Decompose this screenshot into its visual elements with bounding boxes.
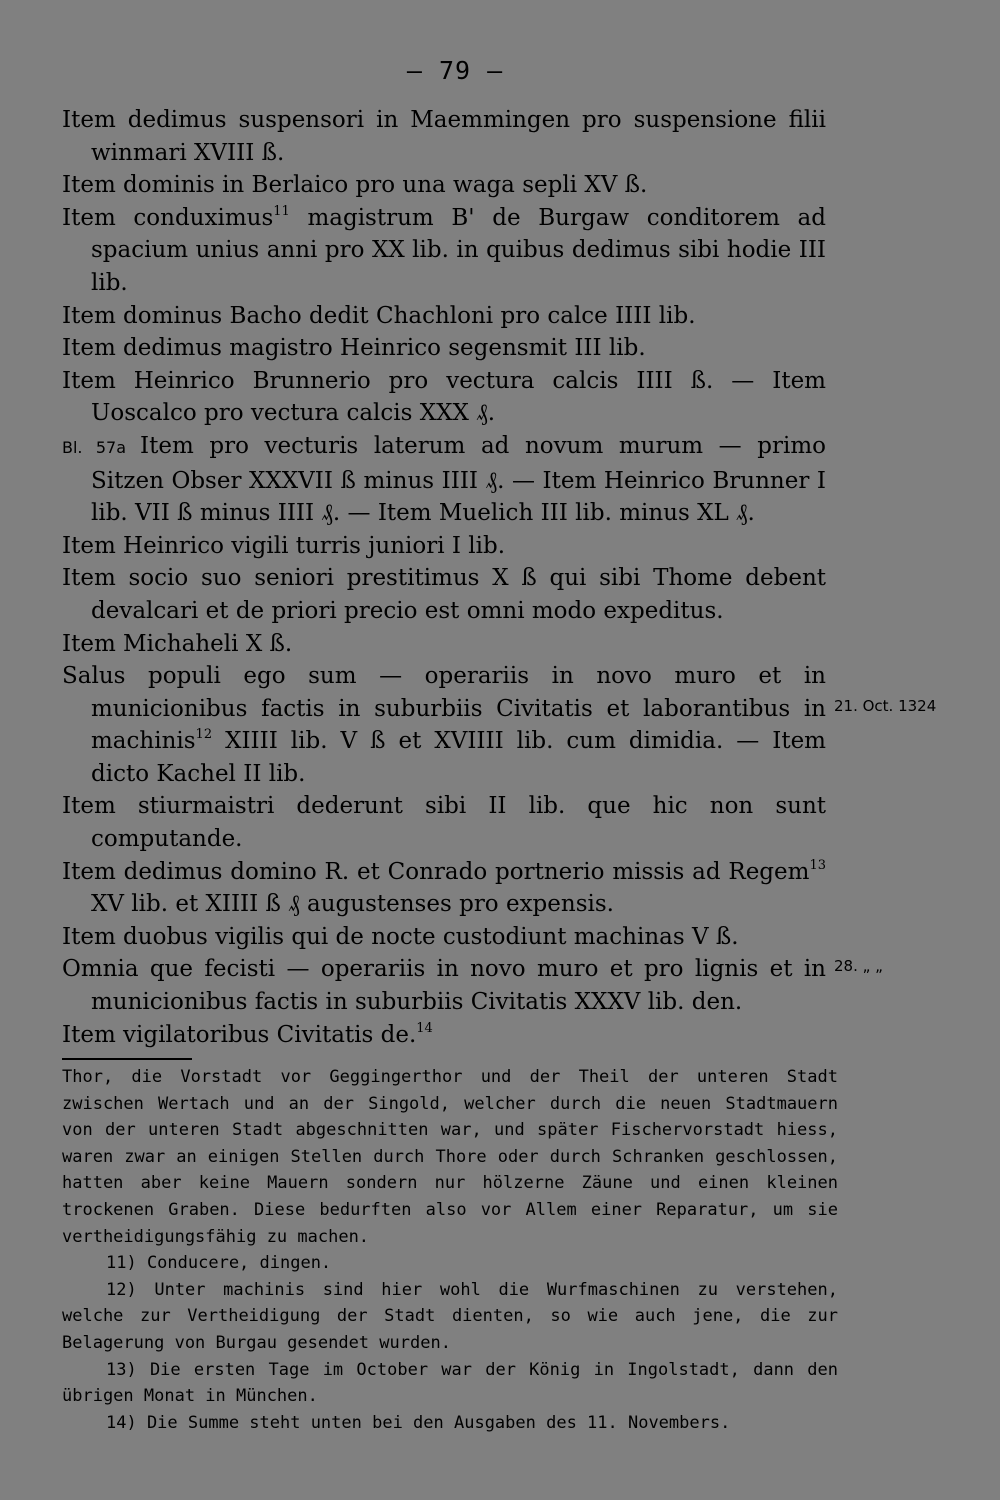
entry xyxy=(62,430,826,530)
entry: Item Michaheli X ß. xyxy=(62,630,293,657)
margin-date: 28. „ „ xyxy=(834,957,883,975)
entry: Item socio suo seniori prestitimus X ß qui sibi Thome debent devalcari et de priori precio est omni modo expeditus. xyxy=(62,565,826,624)
entry-text: Salus populi ego sum — operariis in novo muro et in municionibus factis in suburbiis Civitatis et laborantibus in machinis xyxy=(62,663,826,755)
entry-text: Item dedimus domino R. et Conrado portnerio missis ad Regem xyxy=(62,858,810,885)
entry xyxy=(62,1019,826,1052)
footnote-ref: 13 xyxy=(809,857,826,873)
footnote-ref: 12 xyxy=(195,727,213,743)
entry xyxy=(62,202,826,300)
entry-text: XV lib. et XIIII ß ₰ augustenses pro expensis. xyxy=(91,891,614,918)
footnotes xyxy=(62,1064,838,1436)
entry: Item Heinrico vigili turris juniori I lib. xyxy=(62,532,506,559)
entry-text: Item pro vecturis laterum ad novum murum — primo Sitzen Obser XXXVII ß minus IIII ₰. — Item Heinrico Brunner I lib. VII ß minus IIII ₰. — Item Muelich III lib. minus XL ₰. xyxy=(91,432,826,527)
entry: Item dedimus magistro Heinrico segensmit III lib. xyxy=(62,335,646,362)
entry: Item duobus vigilis qui de nocte custodiunt machinas V ß. xyxy=(62,923,739,950)
footnote-rule xyxy=(62,1058,192,1060)
footnote: 12) Unter machinis sind hier wohl die Wurfmaschinen zu verstehen, welche zur Vertheidigung der Stadt dienten, so wie auch jene, die zur Belagerung von Burgau gesendet wurden. xyxy=(62,1279,838,1353)
entry: Item dominis in Berlaico pro una waga sepli XV ß. xyxy=(62,172,648,199)
main-text xyxy=(62,104,826,1051)
entry: Omnia que fecisti — operariis in novo muro et pro lignis et in municionibus factis in suburbiis Civitatis XXXV lib. den. xyxy=(62,956,826,1016)
footnote-ref: 14 xyxy=(416,1020,433,1036)
entry: Item dedimus suspensori in Maemmingen pro suspensione filii winmari XVIII ß. xyxy=(62,107,826,166)
footnote: 14) Die Summe steht unten bei den Ausgaben des 11. Novembers. xyxy=(106,1412,731,1433)
margin-date: 21. Oct. 1324 xyxy=(834,697,937,715)
entry: Item Heinrico Brunnerio pro vectura calcis IIII ß. — Item Uoscalco pro vectura calcis XXX ₰. xyxy=(62,367,826,427)
entry: Item stiurmaistri dederunt sibi II lib. que hic non sunt computande. xyxy=(62,793,826,853)
folio-marker: Bl. 57a xyxy=(62,437,127,457)
entry xyxy=(62,660,826,790)
entry-text: magistrum B' de Burgaw conditorem ad spacium unius anni pro XX lib. in quibus dedimus sibi hodie III lib. xyxy=(91,204,826,296)
footnote: 13) Die ersten Tage im October war der König in Ingolstadt, dann den übrigen Monat in München. xyxy=(62,1359,838,1407)
entry xyxy=(62,856,826,921)
footnote-ref: 11 xyxy=(273,203,290,219)
footnote: 11) Conducere, dingen. xyxy=(106,1253,332,1274)
entry-text: Item vigilatoribus Civitatis de. xyxy=(62,1021,417,1048)
entry-text: XIIII lib. V ß et XVIIII lib. cum dimidia. — Item dicto Kachel II lib. xyxy=(91,728,826,787)
entry-text: Item conduximus xyxy=(62,204,274,231)
entry: Item dominus Bacho dedit Chachloni pro calce IIII lib. xyxy=(62,302,696,329)
footnote: Thor, die Vorstadt vor Geggingerthor und der Theil der unteren Stadt zwischen Wertach und an der Singold, welcher durch die neuen Stadtmauern von der unteren Stadt abgeschnitten war, und später Fischervorstadt hiess, waren zwar an einigen Stellen durch Thore oder durch Schranken geschlossen, hatten aber keine Mauern sondern nur hölzerne Zäune und einen kleinen trockenen Graben. Diese bedurften also vor Allem einer Reparatur, um sie vertheidigungsfähig zu machen. xyxy=(62,1067,838,1247)
page-number: — 79 — xyxy=(406,56,504,85)
